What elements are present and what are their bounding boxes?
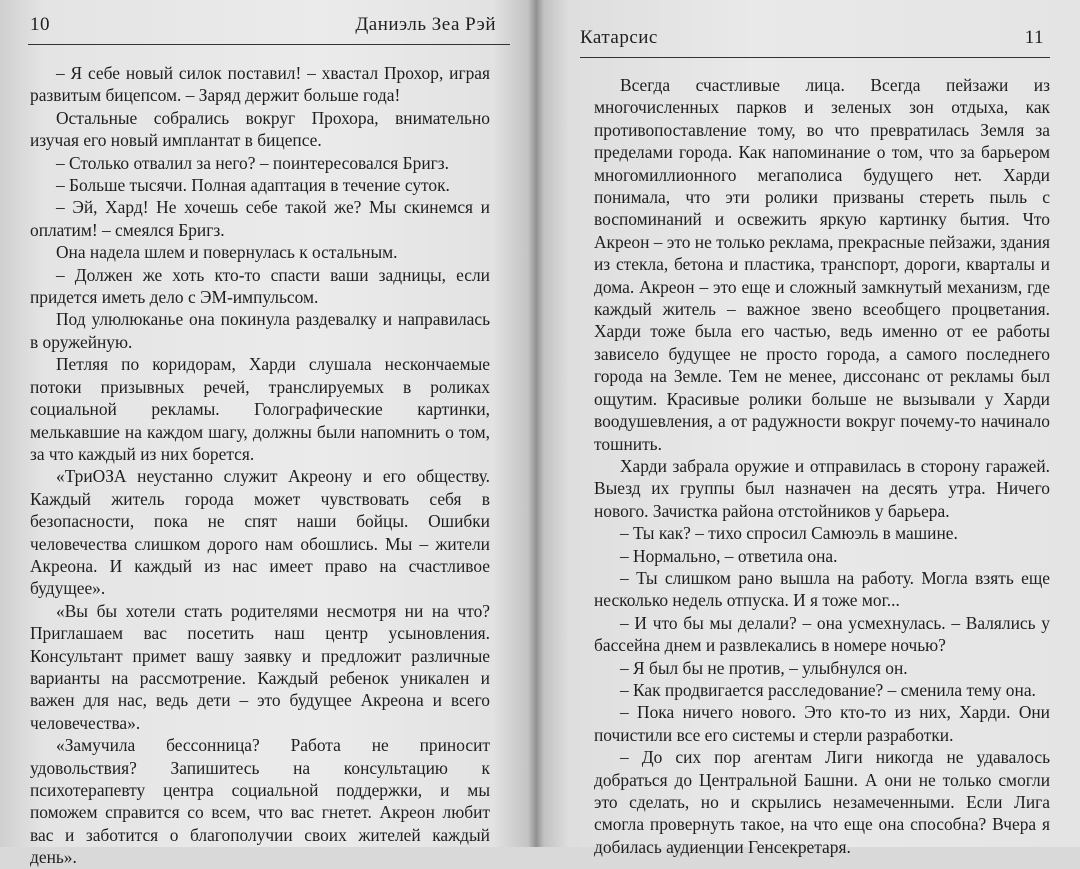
paragraph: «Замучила бессонница? Работа не приносит удовольствия? Запишитесь на консультацию к психотерапевту центра социальной поддержки, и мы поможем справится со всем, что вас гнетет. Акреон любит вас и заботится о благополучии своих жителей каждый день». — [30, 735, 490, 868]
book-gutter — [528, 0, 544, 847]
paragraph: – Ты слишком рано вышла на работу. Могла взять еще несколько недель отпуска. И я тоже мог... — [594, 567, 1050, 611]
left-page-text — [30, 62, 490, 869]
paragraph: – До сих пор агентам Лиги никогда не удавалось добраться до Центральной Башни. А они не только смогли это сделать, но и скрылись незамеченными. Если Лига смогла провернуть такое, на что еще она способна? Вчера я добилась аудиенции Генсекретаря. — [594, 747, 1050, 857]
paragraph: – И что бы мы делали? – она усмехнулась. – Валялись у бассейна днем и развлекались в номере ночью? — [594, 612, 1050, 656]
paragraph: – Должен же хоть кто-то спасти ваши задницы, если придется иметь дело с ЭМ-импульсом. — [30, 264, 490, 308]
paragraph: «ТриОЗА неустанно служит Акреону и его обществу. Каждый житель города может чувствовать себя в безопасности, пока не спят наши бойцы. Ошибки человечества слишком дорого нам обошлись. Мы – жители Акреона. И каждый из нас имеет право на счастливое будущее». — [30, 466, 490, 599]
paragraph: – Нормально, – ответила она. — [620, 545, 838, 566]
paragraph: – Пока ничего нового. Это кто-то из них, Харди. Они почистили все его системы и стерли разработки. — [594, 702, 1050, 745]
paragraph: – Больше тысячи. Полная адаптация в течение суток. — [56, 175, 450, 196]
page-number-right: 11 — [1024, 27, 1044, 48]
left-page — [0, 0, 536, 868]
paragraph: – Ты как? – тихо спросил Самюэль в машине. — [620, 523, 958, 544]
running-head-author: Даниэль Зеа Рэй — [355, 14, 496, 35]
paragraph: Она надела шлем и повернулась к остальным. — [56, 242, 398, 263]
paragraph: – Столько отвалил за него? – поинтересовался Бригз. — [56, 152, 449, 173]
paragraph: – Эй, Хард! Не хочешь себе такой же? Мы скинемся и оплатим! – смеялся Бригз. — [30, 197, 490, 240]
paragraph: Харди забрала оружие и отправилась в сторону гаражей. Выезд их группы был назначен на десять утра. Ничего нового. Зачистка района отстойников у барьера. — [594, 455, 1050, 521]
paragraph: Под улюлюканье она покинула раздевалку и направилась в оружейную. — [30, 309, 490, 352]
paragraph: Остальные собрались вокруг Прохора, внимательно изучая его новый имплантат в бицепсе. — [30, 107, 490, 151]
right-page — [536, 0, 1080, 857]
paragraph: Всегда счастливые лица. Всегда пейзажи из многочисленных парков и зеленых зон отдыха, как противопоставление тому, во что превратилась Земля за пределами города. Как напоминание о том, что за барьером многомиллионного мегаполиса будущего нет. Харди понимала, что эти ролики призваны стереть пыль с воспоминаний и освежить яркую картинку бытия. Что Акреон – это не только реклама, прекрасные пейзажи, здания из стекла, бетона и пластика, транспорт, дороги, кварталы и дома. Акреон – это еще и сложный замкнутый механизм, где каждый житель – важное звено всеобщего процветания. Харди тоже была его частью, ведь именно от ее работы зависело будущее не просто города, а самого последнего города на Земле. Тем не менее, диссонанс от рекламы был ощутим. Красивые ролики больше не вызывали у Харди воодушевления, а от радужности вокруг почему-то начинало тошнить. — [594, 75, 1050, 454]
right-page-text — [594, 74, 1050, 858]
paragraph: – Как продвигается расследование? – сменила тему она. — [620, 679, 1036, 700]
paragraph: Петляя по коридорам, Харди слушала нескончаемые потоки призывных речей, транслируемых в роликах социальной рекламы. Голографические картинки, мелькавшие на каждом шагу, должны были напомнить о том, за что каждый из них борется. — [30, 354, 490, 464]
paragraph: «Вы бы хотели стать родителями несмотря ни на что? Приглашаем вас посетить наш центр усыновления. Консультант примет вашу заявку и предложит различные варианты на рассмотрение. Каждый ребенок уникален и важен для нас, ведь дети – это будущее Акреона и всего человечества». — [30, 600, 490, 733]
header-rule-left — [28, 44, 510, 45]
header-rule-right — [580, 57, 1050, 58]
running-head-title: Катарсис — [580, 27, 658, 48]
paragraph: – Я был бы не против, – улыбнулся он. — [620, 657, 908, 678]
paragraph: – Я себе новый силок поставил! – хвастал Прохор, играя развитым бицепсом. – Заряд держит больше года! — [30, 63, 490, 106]
page-number-left: 10 — [30, 14, 50, 35]
